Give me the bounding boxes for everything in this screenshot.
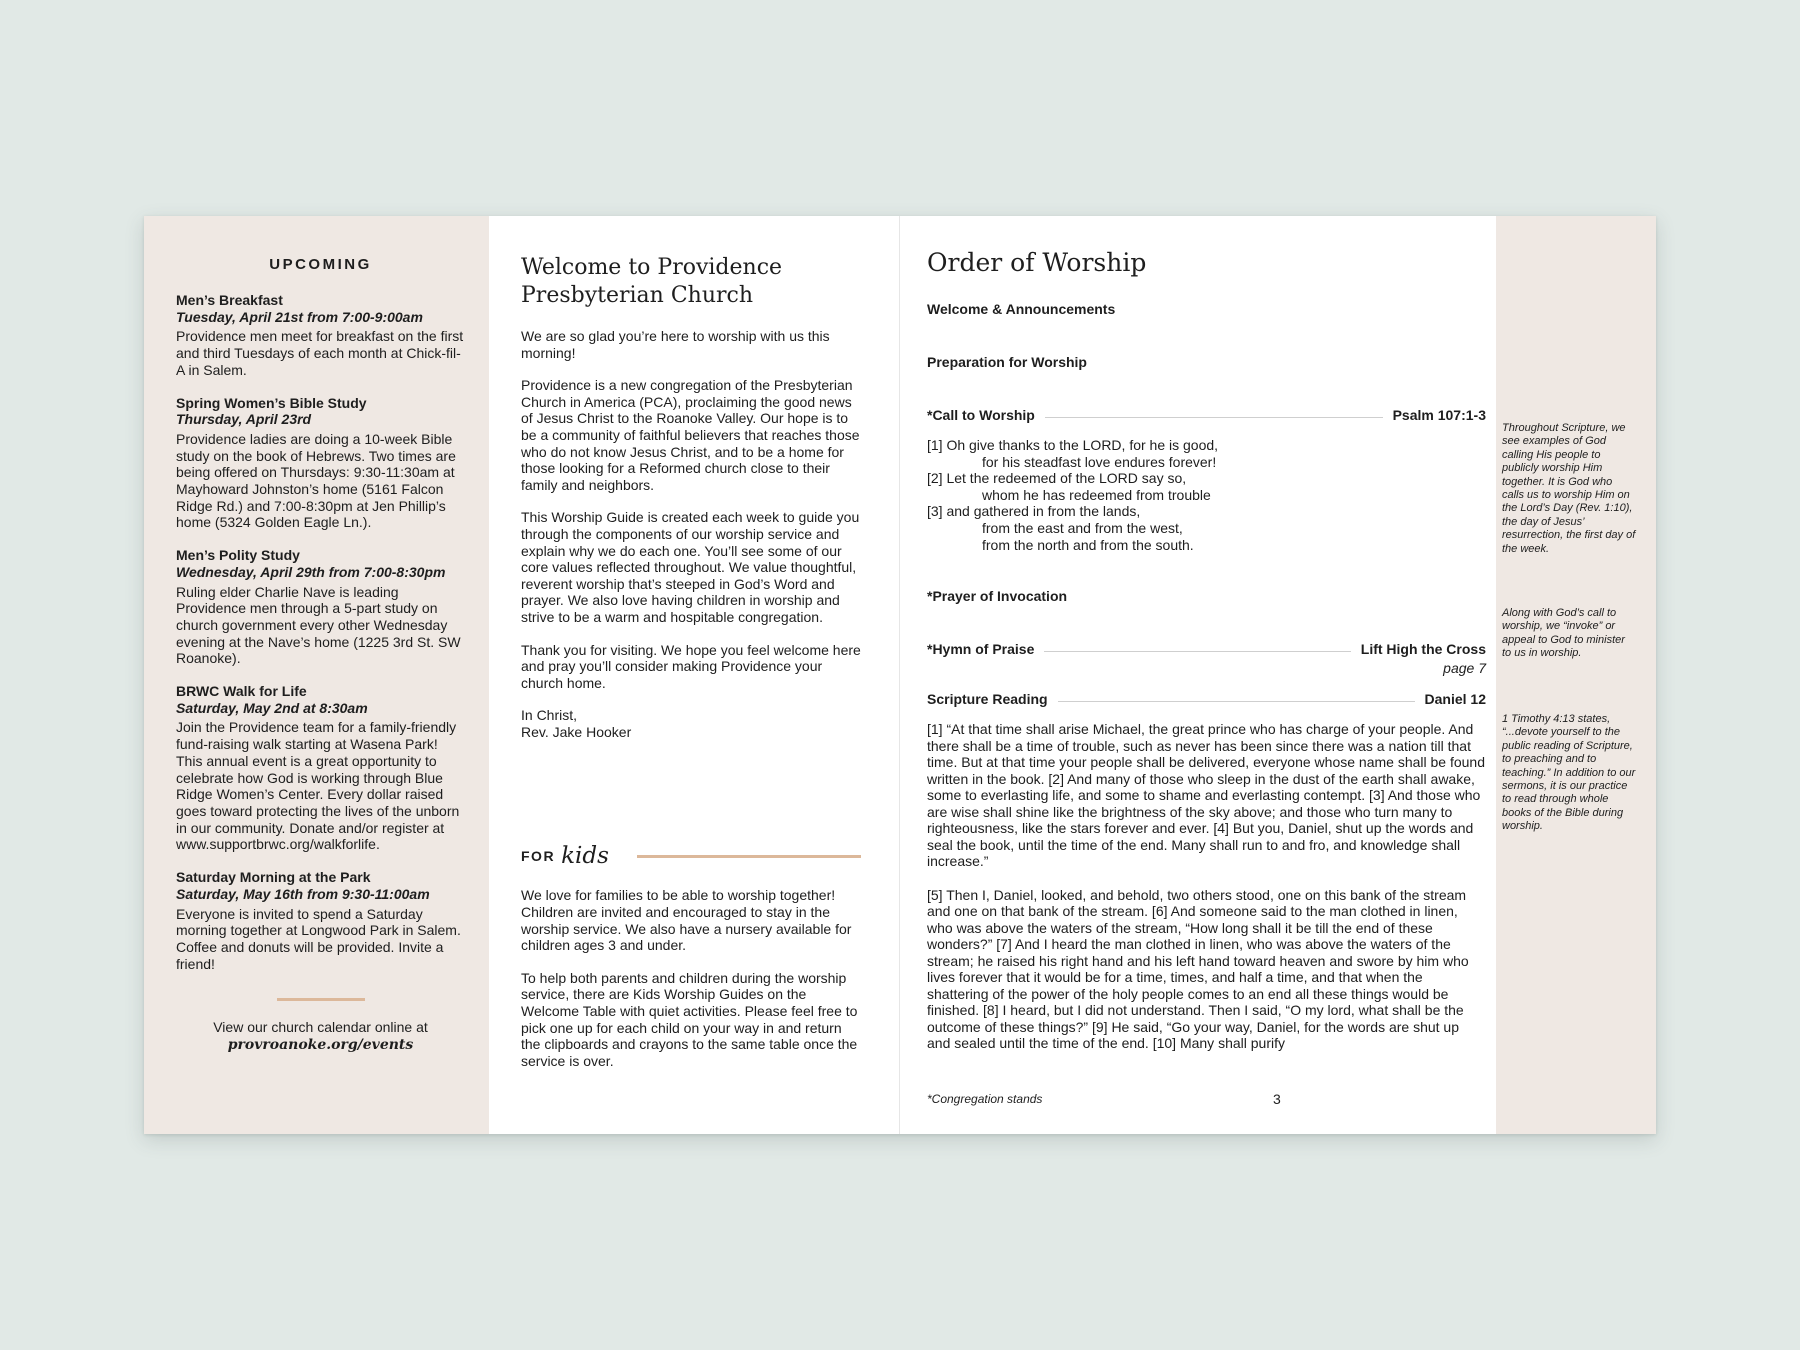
notes-panel	[1496, 216, 1656, 1134]
scripture-paragraph: [1] “At that time shall arise Michael, the great prince who has charge of your people. And there shall be a time of trouble, such as never has been since there was a nation till that time. But at that time your people shall be delivered, everyone whose name shall be found written in the book. [2] And many of those who sleep in the dust of the earth shall awake, some to everlasting life, and some to shame and everlasting contempt. [3] And those who are wise shall shine like the brightness of the sky above; and those who turn many to righteousness, like the stars forever and ever. [4] But you, Daniel, shut up the words and seal the book, until the time of the end. Many shall run to and fro, and knowledge shall increase.”	[927, 721, 1485, 870]
calendar-link[interactable]: provroanoke.org/events	[227, 1037, 414, 1054]
event-item	[176, 869, 465, 972]
psalm-line: from the east and from the west,	[982, 519, 1183, 536]
event-title: Saturday Morning at the Park	[176, 869, 371, 886]
psalm-line: from the north and from the south.	[982, 536, 1194, 553]
kids-paragraph: We love for families to be able to worship together! Children are invited and encouraged to stay in the worship service. We also have a nursery available for children ages 3 and under.	[521, 887, 852, 954]
event-description: Providence ladies are doing a 10-week Bible study on the book of Hebrews. Two times are being offered on Thursdays: 9:30-11:30am at Mayhoward Johnston’s home (5161 Falcon Ridge Rd.) and 7:00-8:30pm at Jen Phillip’s home (5324 Golden Eagle Ln.).	[176, 430, 456, 531]
event-item	[176, 292, 465, 379]
kids-for-label: FOR	[521, 848, 556, 865]
event-item	[176, 395, 465, 532]
order-item-welcome	[927, 301, 1486, 317]
sidebar-note-invocation: Along with God’s call to worship, we “invoke” or appeal to God to minister to us in worship.	[1502, 607, 1625, 660]
event-date: Tuesday, April 21st from 7:00-9:00am	[176, 308, 423, 325]
order-item-label: Welcome & Announcements	[927, 301, 1116, 317]
event-description: Providence men meet for breakfast on the first and third Tuesdays of each month at Chick-fil-A in Salem.	[176, 328, 464, 378]
accent-rule	[637, 855, 861, 858]
order-item-label: *Call to Worship	[927, 407, 1035, 423]
order-item-invocation	[927, 588, 1486, 604]
hymn-page: page 7	[1443, 660, 1486, 677]
event-date: Thursday, April 23rd	[176, 411, 312, 428]
psalm-line: [3] and gathered in from the lands,	[927, 503, 1141, 520]
order-item-label: Preparation for Worship	[927, 354, 1087, 370]
order-item-call-to-worship	[927, 407, 1486, 423]
order-item-scripture	[927, 691, 1486, 707]
order-item-reference: Daniel 12	[1424, 691, 1486, 708]
event-title: Spring Women’s Bible Study	[176, 394, 367, 411]
psalm-line: whom he has redeemed from trouble	[982, 486, 1211, 503]
psalm-text	[927, 437, 1486, 553]
scripture-paragraph: [5] Then I, Daniel, looked, and behold, two others stood, one on this bank of the stream and one on that bank of the stream. [6] And someone said to the man clothed in linen, who was above the waters of the stream, “How long shall it be till the end of these wonders?” [7] And I heard the man clothed in linen, who was above the waters of the stream; he raised his right hand and his left hand toward heaven and swore by him who lives forever that it would be for a time, times, and half a time, and that when the shattering of the power of the holy people comes to an end all these things would be finished. [8] I heard, but I did not understand. Then I said, “O my lord, what shall be the outcome of these things?” [9] He said, “Go your way, Daniel, for the words are shut up and sealed until the time of the end. [10] Many shall purify	[927, 886, 1469, 1052]
welcome-title-line2: Presbyterian Church	[521, 283, 754, 308]
event-description: Ruling elder Charlie Nave is leading Providence men through a 5-part study on church government every other Wednesday evening at the Nave’s home (1225 3rd St. SW Roanoke).	[176, 583, 461, 667]
event-date: Saturday, May 2nd at 8:30am	[176, 699, 368, 716]
welcome-title	[521, 254, 861, 310]
page-number: 3	[1273, 1091, 1281, 1107]
event-date: Saturday, May 16th from 9:30-11:00am	[176, 885, 430, 902]
sidebar-note-scripture: 1 Timothy 4:13 states, “...devote yourself to the public reading of Scripture, to preaching and to teaching.” In addition to our sermons, it is our practice to read through whole books of the Bible during worship.	[1502, 713, 1636, 833]
kids-heading	[521, 843, 861, 869]
calendar-text: View our church calendar online at	[213, 1019, 428, 1036]
order-item-reference: Psalm 107:1-3	[1392, 407, 1486, 423]
psalm-line: for his steadfast love endures forever!	[982, 453, 1217, 470]
welcome-paragraph: We are so glad you’re here to worship with us this morning!	[521, 328, 830, 361]
kids-label: kids	[561, 843, 609, 870]
leader-rule	[1058, 701, 1415, 702]
order-item-label: *Hymn of Praise	[927, 641, 1035, 658]
order-item-label: *Prayer of Invocation	[927, 588, 1068, 605]
congregation-stands-note: *Congregation stands	[927, 1092, 1043, 1106]
kids-paragraph: To help both parents and children during the worship service, there are Kids Worship Guides on the Welcome Table with quiet activities. Please feel free to pick one up for each child on your way in and return the clipboards and crayons to the same table once the service is over.	[521, 969, 858, 1069]
event-title: Men’s Breakfast	[176, 292, 283, 308]
order-item-preparation	[927, 354, 1486, 370]
psalm-line: [2] Let the redeemed of the LORD say so,	[927, 470, 1187, 487]
welcome-paragraph: Thank you for visiting. We hope you feel welcome here and pray you’ll consider making Providence your church home.	[521, 641, 861, 691]
signature: Rev. Jake Hooker	[521, 723, 632, 740]
welcome-paragraph: Providence is a new congregation of the Presbyterian Church in America (PCA), proclaiming the good news of Jesus Christ to the Roanoke Valley. Our hope is to be a community of faithful believers that reaches those who do not know Jesus Christ, and to be a home for those looking for a Reformed church close to their family and neighbors.	[521, 377, 860, 493]
event-description: Join the Providence team for a family-friendly fund-raising walk starting at Wasena Park! This annual event is a great opportunity to celebrate how God is working through Blue Ridge Women’s Center. Every dollar raised goes toward protecting the lives of the unborn in our community. Donate and/or register at www.supportbrwc.org/walkforlife.	[176, 719, 460, 853]
accent-divider	[277, 998, 365, 1001]
event-item	[176, 547, 465, 667]
order-title: Order of Worship	[927, 248, 1147, 277]
order-item-label: Scripture Reading	[927, 691, 1048, 708]
event-title: BRWC Walk for Life	[176, 683, 307, 700]
welcome-paragraph: This Worship Guide is created each week to guide you through the components of our worship service and explain why we do each one. You’ll see some of our core values reflected throughout. We value thoughtful, reverent worship that’s steeped in God’s Word and prayer. We also love having children in worship and strive to be a warm and hospitable congregation.	[521, 509, 860, 625]
psalm-line: [1] Oh give thanks to the LORD, for he is good,	[927, 437, 1219, 453]
order-panel	[900, 216, 1496, 1134]
event-date: Wednesday, April 29th from 7:00-8:30pm	[176, 563, 446, 580]
bulletin-spread	[144, 216, 1656, 1134]
event-title: Men’s Polity Study	[176, 547, 300, 564]
closing: In Christ,	[521, 707, 578, 724]
upcoming-heading: UPCOMING	[269, 256, 372, 273]
welcome-title-line1: Welcome to Providence	[521, 255, 783, 280]
sidebar-note-call: Throughout Scripture, we see examples of God calling His people to publicly worship Him together. It is God who calls us to worship Him on the Lord’s Day (Rev. 1:10), the day of Jesus’ resurrection, the first day of the week.	[1502, 422, 1636, 555]
leader-rule	[1045, 417, 1383, 418]
order-item-hymn	[927, 641, 1486, 657]
scripture-text	[927, 721, 1486, 1052]
event-description: Everyone is invited to spend a Saturday morning together at Longwood Park in Salem. Coffee and donuts will be provided. Invite a friend!	[176, 905, 461, 972]
hymn-title: Lift High the Cross	[1360, 641, 1486, 658]
order-footer	[927, 1092, 1486, 1106]
upcoming-panel	[144, 216, 489, 1134]
event-item	[176, 683, 465, 853]
welcome-panel	[489, 216, 900, 1134]
leader-rule	[1044, 651, 1350, 652]
